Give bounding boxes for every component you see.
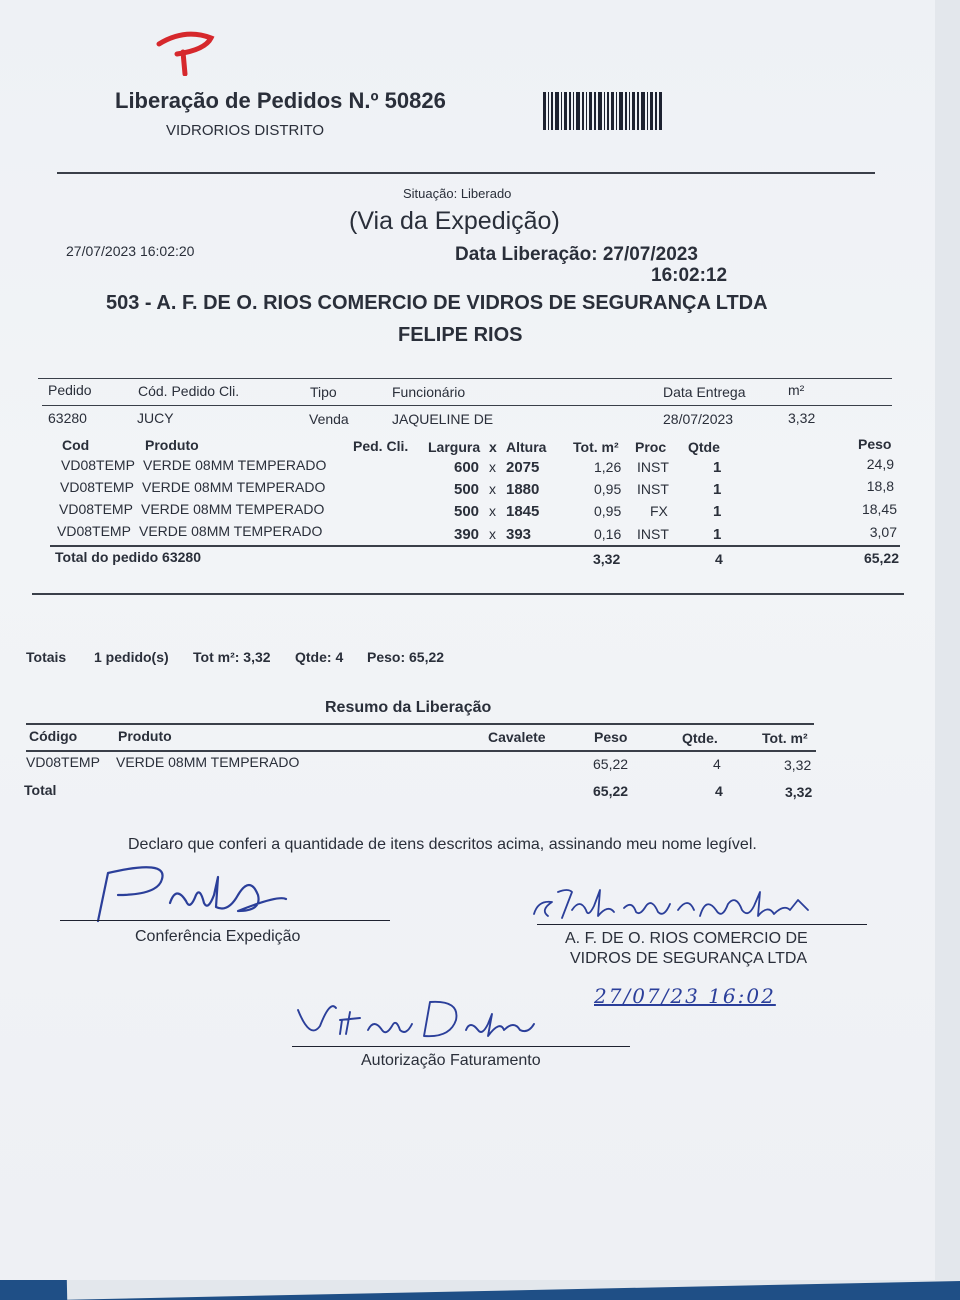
item-cod: VD08TEMP <box>57 523 131 539</box>
value-pedido: 63280 <box>48 410 87 426</box>
divider <box>32 593 904 595</box>
signature-cliente <box>528 880 828 924</box>
item-qtde: 1 <box>713 526 722 543</box>
label-m2: m² <box>788 382 805 398</box>
item-produto: VERDE 08MM TEMPERADO <box>142 479 326 495</box>
company-line: 503 - A. F. DE O. RIOS COMERCIO DE VIDROS DE SEGURANÇA LTDA <box>106 292 768 314</box>
signature-conferencia <box>78 855 293 927</box>
value-data-entrega: 28/07/2023 <box>663 411 734 427</box>
summary-title: Resumo da Liberação <box>325 699 492 716</box>
divider <box>42 405 892 406</box>
page-title: Liberação de Pedidos N.º 50826 <box>115 88 446 113</box>
col-tot-m2: Tot. m² <box>573 439 619 455</box>
item-altura: 393 <box>506 526 532 543</box>
divider <box>50 545 900 547</box>
item-cod: VD08TEMP <box>59 501 133 517</box>
item-largura: 500 <box>454 503 480 520</box>
label-pedido: Pedido <box>48 382 92 398</box>
item-tot-m2: 0,16 <box>594 526 622 542</box>
item-peso: 18,8 <box>866 478 894 494</box>
summary-codigo: VD08TEMP <box>26 754 100 770</box>
col-peso: Peso <box>858 436 892 452</box>
divider <box>57 172 875 174</box>
release-date: Data Liberação: 27/07/2023 <box>455 244 698 265</box>
item-proc: INST <box>637 481 669 497</box>
totals-label: Totais <box>26 649 67 665</box>
summary-produto: VERDE 08MM TEMPERADO <box>116 754 300 770</box>
summary-col-codigo: Código <box>29 728 78 744</box>
totals-pedidos: 1 pedido(s) <box>94 649 169 665</box>
release-time: 16:02:12 <box>651 265 728 286</box>
order-total-peso: 65,22 <box>863 550 899 566</box>
summary-total-m2: 3,32 <box>785 784 813 800</box>
value-funcionario: JAQUELINE DE <box>392 411 494 427</box>
item-qtde: 1 <box>713 459 722 476</box>
conferencia-label: Conferência Expedição <box>135 928 301 945</box>
value-cod-pedido-cli: JUCY <box>137 410 174 426</box>
totals-qtde: Qtde: 4 <box>295 649 344 665</box>
col-largura: Largura <box>428 439 481 455</box>
col-proc: Proc <box>635 439 667 455</box>
item-altura: 2075 <box>506 459 540 476</box>
signature-line <box>60 920 390 921</box>
item-proc: INST <box>637 526 669 542</box>
order-total-qtde: 4 <box>715 551 723 567</box>
item-cod: VD08TEMP <box>61 457 135 473</box>
item-x: x <box>489 526 496 542</box>
label-cod-pedido-cli: Cód. Pedido Cli. <box>138 383 240 399</box>
signature-line <box>292 1046 630 1047</box>
company-signature-line2: VIDROS DE SEGURANÇA LTDA <box>570 950 808 967</box>
col-altura: Altura <box>506 439 547 455</box>
item-largura: 390 <box>454 526 480 543</box>
item-tot-m2: 0,95 <box>594 481 622 497</box>
col-qtde: Qtde <box>688 439 720 455</box>
via-label: (Via da Expedição) <box>349 207 560 235</box>
declaration-text: Declaro que conferi a quantidade de itens descritos acima, assinando meu nome legível. <box>128 836 757 853</box>
summary-total-peso: 65,22 <box>593 783 629 799</box>
autorizacao-label: Autorização Faturamento <box>361 1052 541 1069</box>
label-funcionario: Funcionário <box>392 384 466 400</box>
summary-col-cavalete: Cavalete <box>488 729 546 745</box>
item-x: x <box>489 459 496 475</box>
item-produto: VERDE 08MM TEMPERADO <box>143 457 327 473</box>
totals-m2: Tot m²: 3,32 <box>193 649 271 665</box>
handwritten-date: 27/07/23 16:02 <box>594 984 776 1008</box>
contact-name: FELIPE RIOS <box>398 324 523 346</box>
summary-total-label: Total <box>24 782 57 798</box>
item-altura: 1880 <box>506 481 540 498</box>
col-ped-cli: Ped. Cli. <box>353 438 409 454</box>
order-total-m2: 3,32 <box>593 551 621 567</box>
col-cod: Cod <box>62 437 90 453</box>
summary-col-peso: Peso <box>594 729 628 745</box>
summary-col-produto: Produto <box>118 728 172 744</box>
label-data-entrega: Data Entrega <box>663 384 746 400</box>
status-text: Situação: Liberado <box>403 186 512 201</box>
summary-tot-m2: 3,32 <box>784 757 812 773</box>
item-proc: FX <box>650 503 668 519</box>
col-x: x <box>489 439 497 455</box>
summary-total-qtde: 4 <box>715 783 723 799</box>
item-peso: 18,45 <box>861 501 897 517</box>
summary-col-tot-m2: Tot. m² <box>762 730 808 746</box>
divider <box>26 723 814 725</box>
signature-autorizacao <box>290 990 550 1046</box>
totals-peso: Peso: 65,22 <box>367 649 445 665</box>
item-altura: 1845 <box>506 503 540 520</box>
item-produto: VERDE 08MM TEMPERADO <box>141 501 325 517</box>
barcode-icon <box>543 92 688 130</box>
item-peso: 3,07 <box>869 524 897 540</box>
company-signature-line1: A. F. DE O. RIOS COMERCIO DE <box>565 930 808 947</box>
item-x: x <box>489 481 496 497</box>
order-total-label: Total do pedido 63280 <box>55 549 201 565</box>
summary-qtde: 4 <box>713 756 721 772</box>
summary-peso: 65,22 <box>593 756 629 772</box>
item-proc: INST <box>637 459 669 475</box>
divider <box>26 750 816 752</box>
label-tipo: Tipo <box>310 384 337 400</box>
item-cod: VD08TEMP <box>60 479 134 495</box>
item-qtde: 1 <box>713 481 722 498</box>
item-x: x <box>489 503 496 519</box>
signature-line <box>537 924 867 925</box>
item-largura: 600 <box>454 459 480 476</box>
item-qtde: 1 <box>713 503 722 520</box>
value-m2: 3,32 <box>788 410 816 426</box>
divider <box>38 378 892 379</box>
item-peso: 24,9 <box>866 456 894 472</box>
summary-col-qtde: Qtde. <box>682 730 718 746</box>
item-tot-m2: 0,95 <box>594 503 622 519</box>
item-tot-m2: 1,26 <box>594 459 622 475</box>
item-produto: VERDE 08MM TEMPERADO <box>139 523 323 539</box>
printed-timestamp: 27/07/2023 16:02:20 <box>66 243 195 259</box>
item-largura: 500 <box>454 481 480 498</box>
col-produto: Produto <box>145 437 199 453</box>
value-tipo: Venda <box>309 411 349 427</box>
red-check-logo-icon <box>155 30 217 76</box>
branch-name: VIDRORIOS DISTRITO <box>166 122 325 139</box>
